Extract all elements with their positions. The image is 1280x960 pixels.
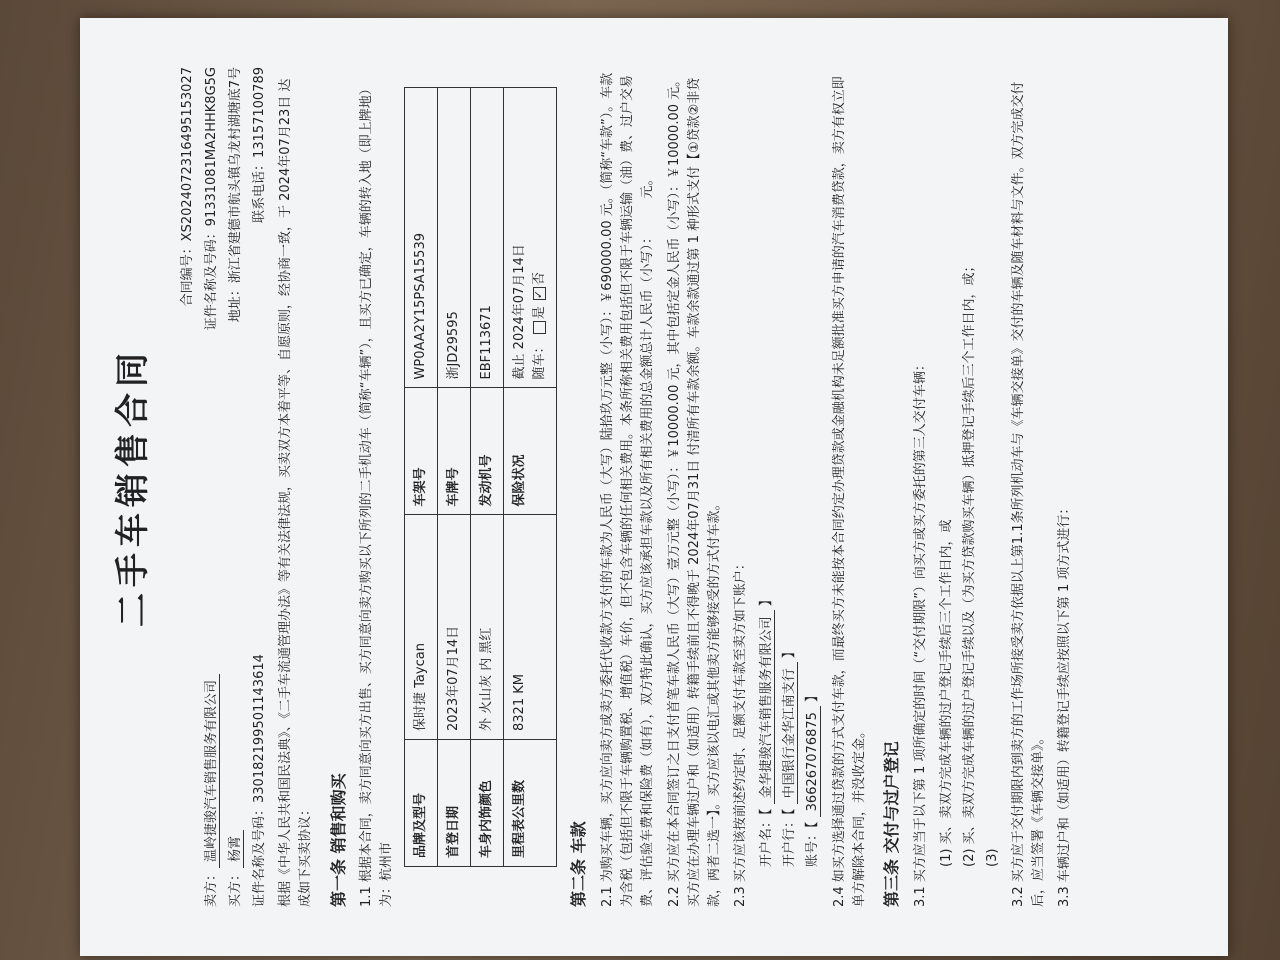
bank-close: 】 xyxy=(782,645,798,659)
yes-checkbox[interactable] xyxy=(533,321,546,334)
clause-1-1: 1.1 根据本合同，卖方同意向买方出售、买方同意向卖方购买以下所列的二手机动车（简称“车辆”），且买方已确定，车辆的转入地（即上牌地）为：杭州市 xyxy=(359,82,395,907)
table-row xyxy=(470,88,503,867)
no-checkbox[interactable] xyxy=(533,287,546,300)
color-value: 外 火山灰 内 黑红 xyxy=(470,515,503,740)
contract-number: XS20240723164951530​27 xyxy=(179,67,195,242)
bank-name: 中国银行金华江南支行 xyxy=(782,662,798,804)
color-label: 车身内饰颜色 xyxy=(470,740,503,867)
seller-row xyxy=(202,67,222,907)
buyer-name: 杨霄 xyxy=(228,830,244,868)
table-row xyxy=(504,88,557,867)
option-3: (3) xyxy=(985,848,1001,867)
buyer-id-row xyxy=(250,67,270,907)
buyer-phone: 13157100789 xyxy=(252,67,268,158)
yes-label: 是 xyxy=(532,306,548,320)
option-1: (1) 买、卖双方完成车辆的过户登记手续后三个工作日内，或 xyxy=(938,519,954,867)
account-number: 366267076875 xyxy=(805,706,821,817)
clause-3-2: 3.2 买方应于交付期限内到卖方的工作场所接受卖方依据以上第1.1条所列机动车与《车辆交接单》交付的车辆及随车材料与文件。双方完成交付后，应当签署《车辆交接单》。 xyxy=(1011,81,1047,907)
brand-value: 保时捷 Taycan xyxy=(404,515,437,740)
mileage-value: 8321 KM xyxy=(504,515,557,740)
engine-label: 发动机号 xyxy=(470,388,503,515)
clause-3-1: 3.1 买方应当于以下第 1 项所确定的时间（“交付期限”）向买方或买方委托的第三人交付车辆： xyxy=(912,358,928,907)
buyer-row xyxy=(226,67,246,907)
clause-2-3: 2.3 买方应该按前述约定时、足额支付车款至卖方如下账户： xyxy=(732,557,748,907)
buyer-id-label: 证件名称及号码： xyxy=(252,802,268,907)
reg-date-value: 2023年07月14日 xyxy=(437,515,470,740)
with-car-label: 随车： xyxy=(532,340,548,380)
insurance-value: 截止 2024年07月14日 xyxy=(512,244,528,380)
seller-id-label: 证件名称及号码： xyxy=(203,226,219,331)
with-car-row xyxy=(530,96,550,379)
account-name-label: 开户名：【 xyxy=(759,808,775,867)
article-2-title: 第二条 车款 xyxy=(569,821,589,907)
insurance-cell xyxy=(504,88,557,388)
no-label: 否 xyxy=(532,272,548,286)
buyer-id: 330182199501143614 xyxy=(252,654,268,803)
reg-date-label: 首登日期 xyxy=(437,740,470,867)
plate-label: 车牌号 xyxy=(437,388,470,515)
buyer-label: 买方： xyxy=(227,867,243,907)
account-number-row xyxy=(803,107,823,867)
account-name-close: 】 xyxy=(759,593,775,607)
clause-2-1: 2.1 为购买车辆，买方应向卖方或卖方委托代收款方支付的车款为人民币（大写）陆拾玖万元整（小写）：￥690000.00 元。（简称“车款”）。车款为含税（包括但不限于车辆购置税、增值税）车价，但不包含车辆的任何相关费用。本条所称相关费用包括但不限于车辆运输（油）费、过户交易费、评估验车费和保险费（如有），双方特此确认，买方应该承担车款以及所有相关费用的总金额总计人民币（小写）： 元。 xyxy=(600,72,656,907)
contract-paper xyxy=(80,18,1228,956)
seller-label: 卖方： xyxy=(203,867,219,907)
option-2: (2) 买、卖双方完成车辆的过户登记手续以及（为买方贷款购买车辆）抵押登记手续后三个工作日内，或； xyxy=(961,259,977,867)
account-name: 金华捷骏汽车销售服务有限公司 xyxy=(759,610,775,804)
engine-value: EBF113671 xyxy=(470,88,503,388)
clause-3-3: 3.3 车辆过户和（如适用）转籍登记手续应按照以下第 1 项方式进行： xyxy=(1057,501,1073,907)
table-row xyxy=(437,88,470,867)
account-number-label: 账号：【 xyxy=(805,821,821,867)
preamble: 根据《中华人民共和国民法典》、《二手车流通管理办法》等有关法律法规，买卖双方本着平等、自愿原则，经协商一致，于 2024年07月23日 达成如下买卖协议： xyxy=(278,78,314,907)
insurance-label: 保险状况 xyxy=(504,388,557,515)
brand-label: 品牌及型号 xyxy=(404,740,437,867)
article-3-title: 第三条 交付与过户登记 xyxy=(881,741,901,907)
account-name-row xyxy=(757,107,777,867)
clause-2-2: 2.2 买方应在本合同签订之日支付首笔车款人民币（大写）壹万元整（小写）：￥10000.00 元，其中包括定金人民币（小写）：￥10000.00 元。买方应在办理车辆过户和（如适用）转籍手续前且不得晚于 2024年07月31日 付清所有车款余额。车款余款通过第 1 种形式支付【①贷款②非贷款，两者二选一】。买方应该以电汇或其他卖方能够接受的方式付车款。 xyxy=(666,73,722,907)
seller-id: 91331081MA2HHK8G5G xyxy=(203,67,219,227)
article-1-title: 第一条 销售和购买 xyxy=(328,773,348,907)
bank-row xyxy=(780,107,800,867)
seller-address: 浙江省建德市航头镇乌龙村湖塘底7号 xyxy=(227,67,243,284)
account-number-close: 】 xyxy=(805,688,821,702)
contract-number-row xyxy=(178,67,198,907)
bank-label: 开户行：【 xyxy=(782,808,798,867)
mileage-label: 里程表公里数 xyxy=(504,740,557,867)
contract-page xyxy=(89,27,1219,947)
buyer-phone-label: 联系电话： xyxy=(252,157,268,223)
vin-label: 车架号 xyxy=(404,388,437,515)
contract-number-label: 合同编号： xyxy=(179,241,195,307)
vin-value: WP0AA2Y15PSA15539 xyxy=(404,88,437,388)
contract-title: 二手车销售合同 xyxy=(113,347,153,627)
seller-name: 温岭捷骏汽车销售服务有限公司 xyxy=(204,674,220,868)
plate-value: 浙JD29595 xyxy=(437,88,470,388)
vehicle-table xyxy=(404,87,558,867)
clause-2-4: 2.4 如买方选择通过贷款的方式支付车款，而最终买方未能按本合同约定办理贷款或金融机构未足额批准买方申请的汽车消费贷款，卖方有权立即单方解除本合同，并没收定金。 xyxy=(831,76,867,907)
table-row xyxy=(404,88,437,867)
seller-address-label: 地址： xyxy=(227,283,243,323)
